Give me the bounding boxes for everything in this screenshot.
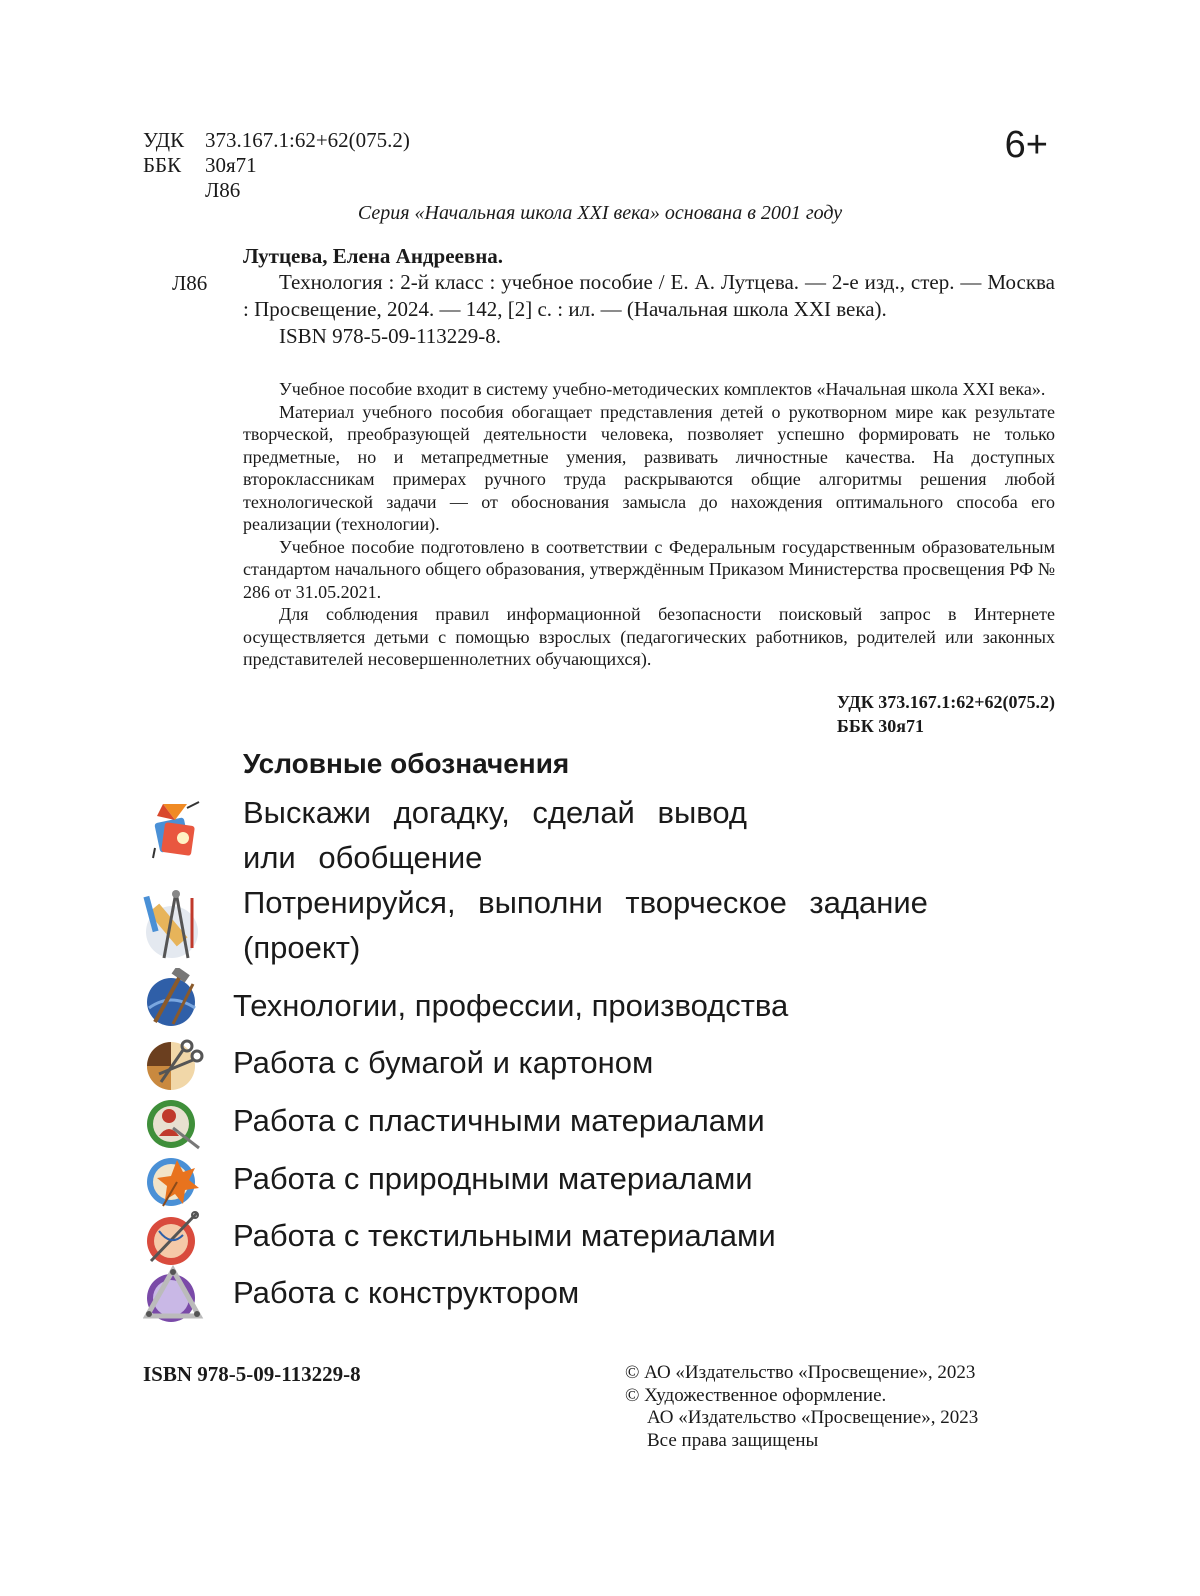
legend-item-natural: Работа с природными материалами (233, 1161, 753, 1196)
legend-item-guess: Выскажи догадку, сделай вывод или обобщение (243, 795, 748, 875)
clay-icon (143, 1092, 205, 1154)
udk-value: 373.167.1:62+62(075.2) (205, 128, 410, 152)
legend-item-paper: Работа с бумагой и картоном (233, 1045, 654, 1080)
abstract-paragraph: Материал учебного пособия обогащает представления детей о рукотворном мире как результате творческой, преобразующей деятельности человека, позволяет успешно формировать не только предметные, но и метапредметные умения, развивать личностные качества. На доступных второклассникам примерах ручного труда раскрываются общие алгоритмы решения любой технологической задачи — от обоснования замысла до нахождения оптимального способа его реализации (технологии). (243, 401, 1055, 534)
catalog-isbn: ISBN 978-5-09-113229-8. (279, 324, 502, 348)
bbk-value: 30я71 (205, 153, 257, 177)
copyright-line: © АО «Издательство «Просвещение», 2023 (625, 1362, 976, 1383)
catalog-description: Технология : 2-й класс : учебное пособие / Е. А. Лутцева. — 2-е изд., стер. — Москва : Просвещение, 2024. — 142, [2] с. : ил. — (Начальная школа XXI века). (243, 270, 1055, 321)
footer-isbn: ISBN 978-5-09-113229-8 (143, 1362, 361, 1386)
abstract (243, 378, 1055, 671)
idea-icon (143, 800, 205, 862)
scissors-icon (143, 1034, 205, 1096)
leaf-icon (143, 1150, 205, 1212)
legend-item-practice: Потренируйся, выполни творческое задание (проект) (243, 885, 928, 965)
constructor-icon (143, 1264, 205, 1326)
legend-item-plastic: Работа с пластичными материалами (233, 1103, 765, 1138)
copyright-line: © Художественное оформление. (625, 1384, 887, 1406)
copyright-line: АО «Издательство «Просвещение», 2023 (647, 1407, 979, 1428)
bbk-label: ББК (143, 153, 182, 177)
age-rating: 6+ (1004, 124, 1048, 166)
hammer-icon (143, 968, 205, 1030)
copyright-block (625, 1362, 978, 1452)
bbk-right: ББК 30я71 (836, 716, 925, 736)
udk-label: УДК (143, 128, 185, 152)
catalog-author: Лутцева, Елена Андреевна. (243, 244, 504, 268)
legend-item-textile: Работа с текстильными материалами (233, 1218, 776, 1253)
catalog-description-block (243, 269, 1055, 350)
series-line: Серия «Начальная школа XXI века» основана в 2001 году (357, 202, 843, 224)
copyright-line: Все права защищены (647, 1429, 819, 1451)
legend-title: Условные обозначения (243, 748, 570, 779)
udk-right: УДК 373.167.1:62+62(075.2) (836, 692, 1055, 712)
udk-bbk-right (837, 690, 1055, 738)
tools-icon (140, 888, 202, 964)
catalog-mark: Л86 (172, 271, 208, 295)
abstract-paragraph: Для соблюдения правил информационной безопасности поисковый запрос в Интернете осуществляется детьми с помощью взрослых (педагогических работников, родителей или законных представителей несовершеннолетних обучающихся). (243, 604, 1055, 669)
legend-item-technologies: Технологии, профессии, производства (233, 988, 789, 1023)
author-mark: Л86 (205, 178, 241, 202)
udk-bbk-block (143, 128, 410, 203)
needle-icon (143, 1207, 205, 1269)
abstract-paragraph: Учебное пособие входит в систему учебно-методических комплектов «Начальная школа XXI века». (279, 379, 1046, 399)
abstract-paragraph: Учебное пособие подготовлено в соответствии с Федеральным государственным образовательным стандартом начального общего образования, утверждённым Приказом Министерства просвещения РФ № 286 от 31.05.2021. (243, 536, 1055, 602)
legend-item-constructor: Работа с конструктором (233, 1275, 580, 1310)
